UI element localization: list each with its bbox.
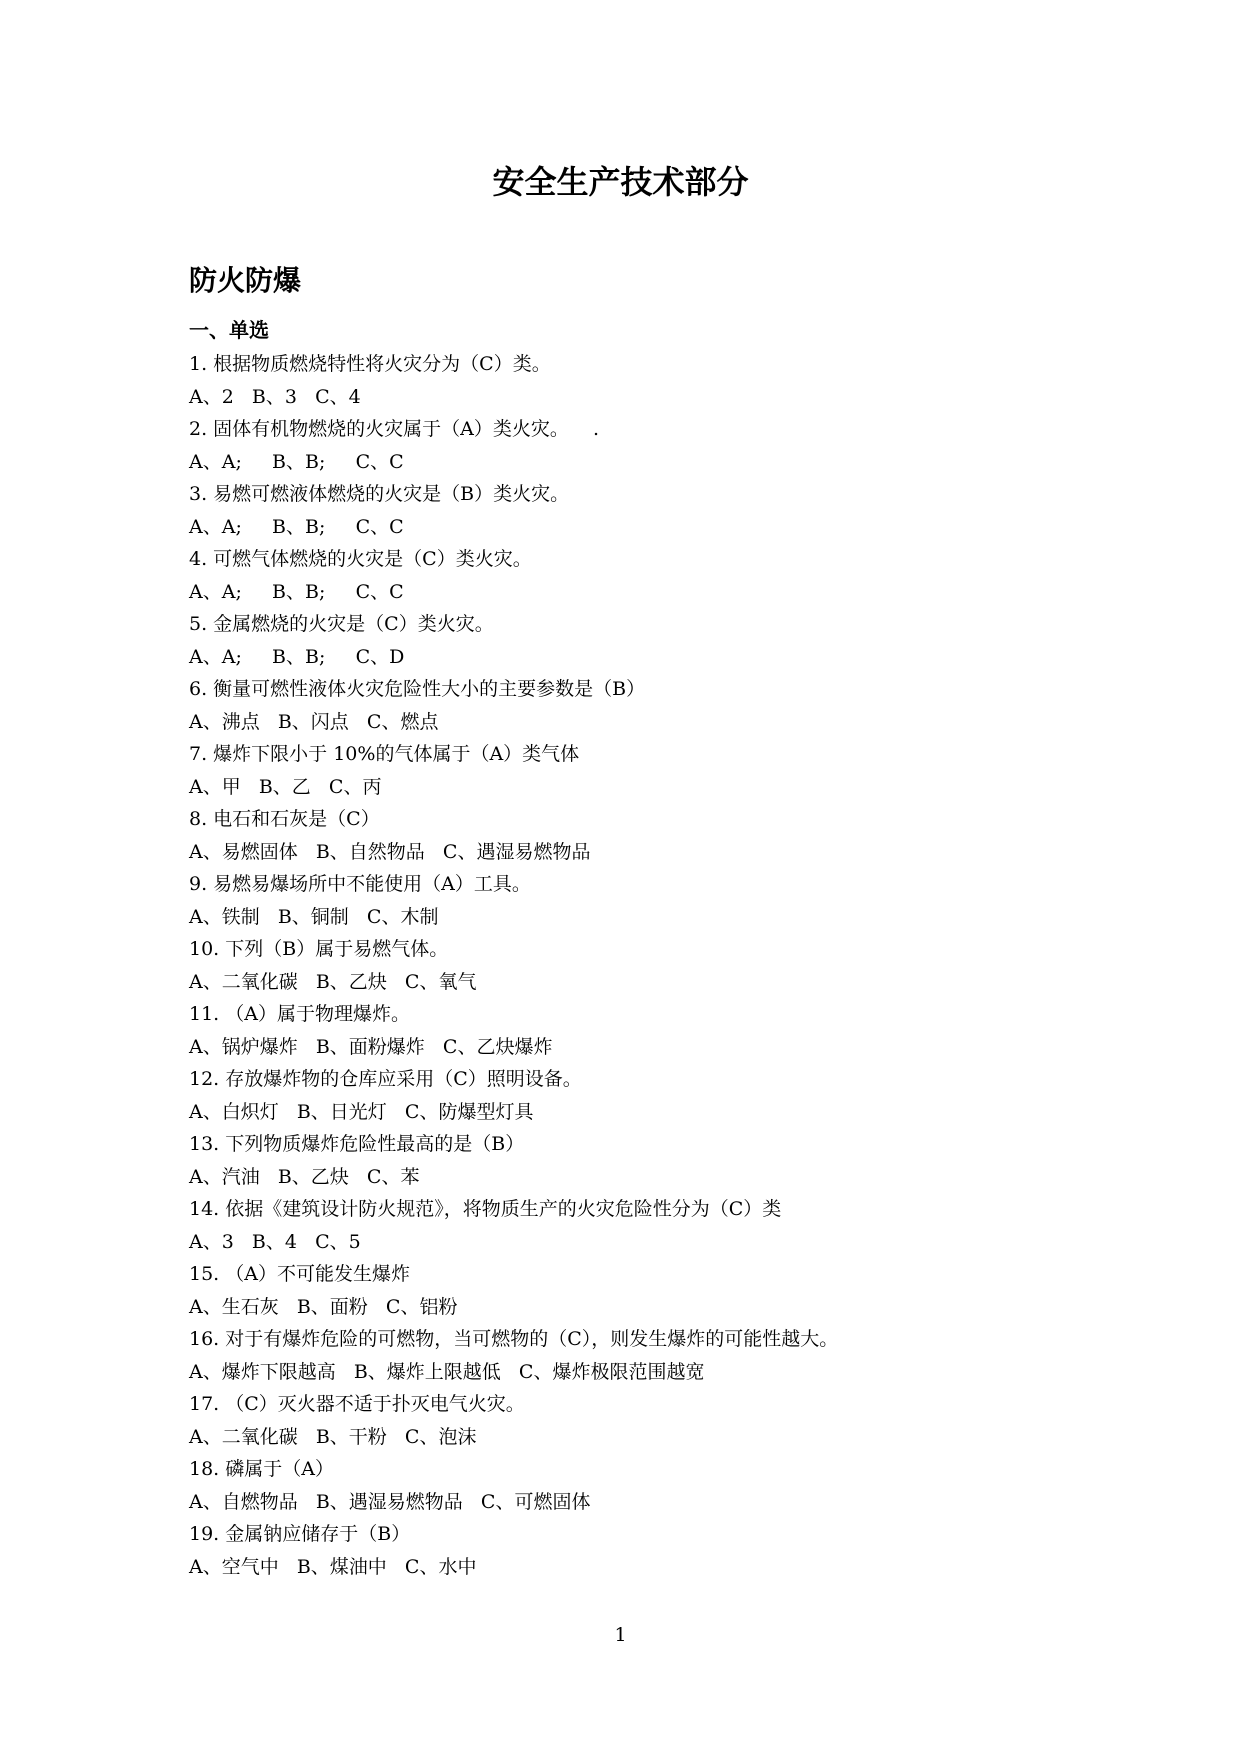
- question-options: A、2 B、3 C、4: [189, 385, 361, 408]
- question-text: 9. 易燃易爆场所中不能使用（A）工具。: [189, 873, 531, 895]
- question-text: 13. 下列物质爆炸危险性最高的是（B）: [189, 1133, 525, 1155]
- question-text: 4. 可燃气体燃烧的火灾是（C）类火灾。: [189, 548, 532, 570]
- question-options: A、二氧化碳 B、乙炔 C、氧气: [189, 970, 477, 993]
- question-text: 1. 根据物质燃烧特性将火灾分为（C）类。: [189, 353, 551, 375]
- question-text: 6. 衡量可燃性液体火灾危险性大小的主要参数是（B）: [189, 678, 646, 700]
- question-options: A、爆炸下限越高 B、爆炸上限越低 C、爆炸极限范围越宽: [189, 1360, 705, 1383]
- question-text: 17. （C）灭火器不适于扑灭电气火灾。: [189, 1393, 525, 1415]
- question-text: 7. 爆炸下限小于 10%的气体属于（A）类气体: [189, 743, 580, 765]
- question-text: 14. 依据《建筑设计防火规范》，将物质生产的火灾危险性分为（C）类: [189, 1198, 782, 1220]
- question-text: 8. 电石和石灰是（C）: [189, 808, 380, 830]
- question-options: A、A; B、B; C、C: [189, 580, 404, 603]
- question-options: A、A; B、B; C、D: [189, 645, 405, 668]
- question-text: 12. 存放爆炸物的仓库应采用（C）照明设备。: [189, 1068, 582, 1090]
- page-number: 1: [614, 1624, 627, 1646]
- question-options: A、自燃物品 B、遇湿易燃物品 C、可燃固体: [189, 1490, 591, 1513]
- question-options: A、易燃固体 B、自然物品 C、遇湿易燃物品: [189, 840, 591, 863]
- question-options: A、空气中 B、煤油中 C、水中: [189, 1555, 477, 1578]
- question-text: 2. 固体有机物燃烧的火灾属于（A）类火灾。 .: [189, 418, 600, 440]
- document-title: 安全生产技术部分: [492, 163, 749, 201]
- question-text: 11. （A）属于物理爆炸。: [189, 1003, 410, 1025]
- question-list: [189, 348, 1169, 1583]
- question-options: A、生石灰 B、面粉 C、铝粉: [189, 1295, 458, 1318]
- question-text: 10. 下列（B）属于易燃气体。: [189, 938, 449, 960]
- question-text: 16. 对于有爆炸危险的可燃物，当可燃物的（C），则发生爆炸的可能性越大。: [189, 1328, 839, 1350]
- question-options: A、甲 B、乙 C、丙: [189, 775, 382, 798]
- question-options: A、白炽灯 B、日光灯 C、防爆型灯具: [189, 1100, 534, 1123]
- question-options: A、3 B、4 C、5: [189, 1230, 361, 1253]
- question-options: A、A; B、B; C、C: [189, 450, 404, 473]
- subsection-title: 一、单选: [189, 318, 269, 342]
- question-options: A、沸点 B、闪点 C、燃点: [189, 710, 439, 733]
- question-options: A、锅炉爆炸 B、面粉爆炸 C、乙炔爆炸: [189, 1035, 553, 1058]
- question-options: A、二氧化碳 B、干粉 C、泡沫: [189, 1425, 477, 1448]
- question-text: 5. 金属燃烧的火灾是（C）类火灾。: [189, 613, 494, 635]
- question-text: 19. 金属钠应储存于（B）: [189, 1523, 411, 1545]
- question-options: A、铁制 B、铜制 C、木制: [189, 905, 439, 928]
- question-text: 18. 磷属于（A）: [189, 1458, 334, 1480]
- question-text: 3. 易燃可燃液体燃烧的火灾是（B）类火灾。: [189, 483, 570, 505]
- section-title: 防火防爆: [189, 264, 302, 297]
- question-options: A、汽油 B、乙炔 C、苯: [189, 1165, 420, 1188]
- question-text: 15. （A）不可能发生爆炸: [189, 1263, 410, 1285]
- question-options: A、A; B、B; C、C: [189, 515, 404, 538]
